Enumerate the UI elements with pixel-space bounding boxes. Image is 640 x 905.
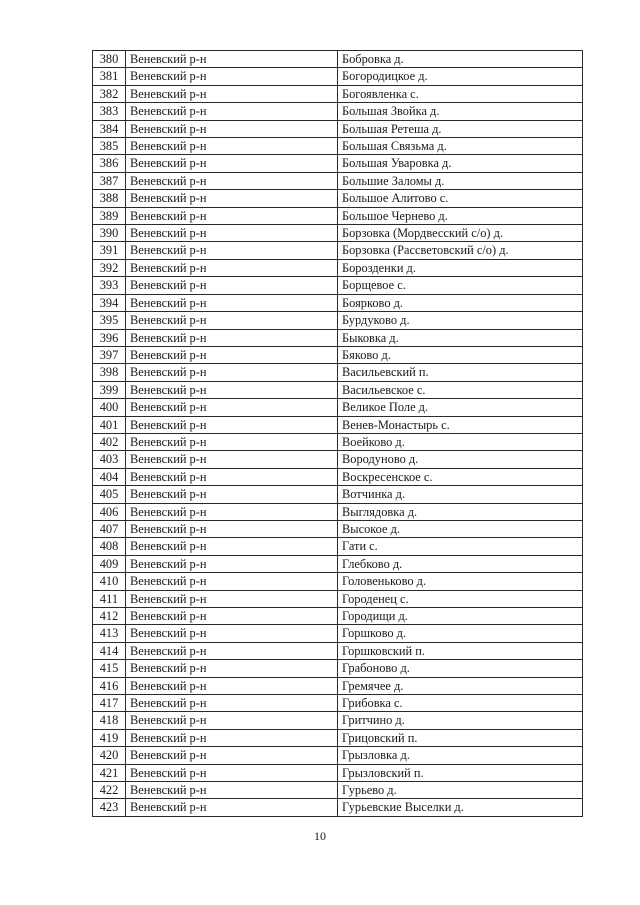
- row-number: 417: [93, 695, 126, 712]
- row-number: 394: [93, 294, 126, 311]
- district-cell: Веневский р-н: [126, 660, 338, 677]
- district-cell: Веневский р-н: [126, 695, 338, 712]
- district-cell: Веневский р-н: [126, 120, 338, 137]
- table-row: [93, 120, 583, 137]
- settlement-cell: Грабоново д.: [338, 660, 583, 677]
- row-number: 381: [93, 68, 126, 85]
- row-number: 416: [93, 677, 126, 694]
- row-number: 408: [93, 538, 126, 555]
- table-row: [93, 799, 583, 816]
- table-row: [93, 451, 583, 468]
- district-cell: Веневский р-н: [126, 503, 338, 520]
- district-cell: Веневский р-н: [126, 155, 338, 172]
- row-number: 421: [93, 764, 126, 781]
- row-number: 413: [93, 625, 126, 642]
- district-cell: Веневский р-н: [126, 625, 338, 642]
- row-number: 395: [93, 312, 126, 329]
- settlement-cell: Большая Уваровка д.: [338, 155, 583, 172]
- settlement-cell: Большие Заломы д.: [338, 172, 583, 189]
- table-row: [93, 608, 583, 625]
- table-row: [93, 364, 583, 381]
- district-cell: Веневский р-н: [126, 364, 338, 381]
- row-number: 402: [93, 433, 126, 450]
- table-row: [93, 520, 583, 537]
- table-row: [93, 416, 583, 433]
- district-cell: Веневский р-н: [126, 573, 338, 590]
- table-row: [93, 346, 583, 363]
- row-number: 422: [93, 782, 126, 799]
- row-number: 412: [93, 608, 126, 625]
- row-number: 405: [93, 486, 126, 503]
- settlement-cell: Вотчинка д.: [338, 486, 583, 503]
- settlement-cell: Боярково д.: [338, 294, 583, 311]
- table-row: [93, 68, 583, 85]
- settlement-cell: Гритчино д.: [338, 712, 583, 729]
- settlement-cell: Бурдуково д.: [338, 312, 583, 329]
- settlements-table-body: [93, 51, 583, 817]
- table-row: [93, 277, 583, 294]
- table-row: [93, 625, 583, 642]
- settlements-table: [92, 50, 583, 817]
- row-number: 419: [93, 729, 126, 746]
- settlement-cell: Большая Звойка д.: [338, 103, 583, 120]
- district-cell: Веневский р-н: [126, 381, 338, 398]
- district-cell: Веневский р-н: [126, 764, 338, 781]
- row-number: 404: [93, 468, 126, 485]
- row-number: 423: [93, 799, 126, 816]
- row-number: 388: [93, 190, 126, 207]
- row-number: 400: [93, 399, 126, 416]
- settlement-cell: Грызловский п.: [338, 764, 583, 781]
- district-cell: Веневский р-н: [126, 538, 338, 555]
- settlement-cell: Гурьево д.: [338, 782, 583, 799]
- district-cell: Веневский р-н: [126, 468, 338, 485]
- row-number: 403: [93, 451, 126, 468]
- table-row: [93, 207, 583, 224]
- row-number: 414: [93, 642, 126, 659]
- row-number: 410: [93, 573, 126, 590]
- row-number: 399: [93, 381, 126, 398]
- table-row: [93, 555, 583, 572]
- table-row: [93, 573, 583, 590]
- district-cell: Веневский р-н: [126, 486, 338, 503]
- settlement-cell: Борозденки д.: [338, 259, 583, 276]
- district-cell: Веневский р-н: [126, 451, 338, 468]
- district-cell: Веневский р-н: [126, 242, 338, 259]
- table-row: [93, 399, 583, 416]
- settlement-cell: Грызловка д.: [338, 747, 583, 764]
- table-row: [93, 747, 583, 764]
- table-row: [93, 712, 583, 729]
- row-number: 390: [93, 225, 126, 242]
- district-cell: Веневский р-н: [126, 329, 338, 346]
- table-row: [93, 695, 583, 712]
- table-row: [93, 642, 583, 659]
- settlement-cell: Горшково д.: [338, 625, 583, 642]
- row-number: 409: [93, 555, 126, 572]
- row-number: 389: [93, 207, 126, 224]
- settlement-cell: Вородуново д.: [338, 451, 583, 468]
- settlement-cell: Выглядовка д.: [338, 503, 583, 520]
- district-cell: Веневский р-н: [126, 642, 338, 659]
- row-number: 420: [93, 747, 126, 764]
- district-cell: Веневский р-н: [126, 677, 338, 694]
- settlement-cell: Воейково д.: [338, 433, 583, 450]
- district-cell: Веневский р-н: [126, 399, 338, 416]
- settlement-cell: Венев-Монастырь с.: [338, 416, 583, 433]
- table-row: [93, 764, 583, 781]
- settlement-cell: Высокое д.: [338, 520, 583, 537]
- settlement-cell: Городищи д.: [338, 608, 583, 625]
- district-cell: Веневский р-н: [126, 799, 338, 816]
- table-row: [93, 782, 583, 799]
- district-cell: Веневский р-н: [126, 138, 338, 155]
- district-cell: Веневский р-н: [126, 207, 338, 224]
- row-number: 393: [93, 277, 126, 294]
- district-cell: Веневский р-н: [126, 782, 338, 799]
- table-row: [93, 172, 583, 189]
- settlement-cell: Городенец с.: [338, 590, 583, 607]
- settlement-cell: Воскресенское с.: [338, 468, 583, 485]
- table-row: [93, 660, 583, 677]
- row-number: 391: [93, 242, 126, 259]
- row-number: 387: [93, 172, 126, 189]
- table-row: [93, 190, 583, 207]
- settlement-cell: Быковка д.: [338, 329, 583, 346]
- district-cell: Веневский р-н: [126, 259, 338, 276]
- district-cell: Веневский р-н: [126, 103, 338, 120]
- table-row: [93, 329, 583, 346]
- row-number: 411: [93, 590, 126, 607]
- row-number: 383: [93, 103, 126, 120]
- district-cell: Веневский р-н: [126, 312, 338, 329]
- document-sheet: [92, 50, 582, 817]
- table-row: [93, 51, 583, 68]
- row-number: 380: [93, 51, 126, 68]
- settlement-cell: Бяково д.: [338, 346, 583, 363]
- settlement-cell: Борзовка (Мордвесский с/о) д.: [338, 225, 583, 242]
- settlement-cell: Гати с.: [338, 538, 583, 555]
- district-cell: Веневский р-н: [126, 172, 338, 189]
- table-row: [93, 103, 583, 120]
- settlement-cell: Богоявленка с.: [338, 85, 583, 102]
- row-number: 418: [93, 712, 126, 729]
- row-number: 406: [93, 503, 126, 520]
- settlement-cell: Большое Чернево д.: [338, 207, 583, 224]
- table-row: [93, 729, 583, 746]
- settlement-cell: Глебково д.: [338, 555, 583, 572]
- district-cell: Веневский р-н: [126, 51, 338, 68]
- table-row: [93, 433, 583, 450]
- district-cell: Веневский р-н: [126, 520, 338, 537]
- page-number: 10: [314, 829, 326, 843]
- table-row: [93, 468, 583, 485]
- settlement-cell: Васильевское с.: [338, 381, 583, 398]
- table-row: [93, 538, 583, 555]
- row-number: 398: [93, 364, 126, 381]
- row-number: 382: [93, 85, 126, 102]
- district-cell: Веневский р-н: [126, 555, 338, 572]
- settlement-cell: Великое Поле д.: [338, 399, 583, 416]
- table-row: [93, 590, 583, 607]
- table-row: [93, 486, 583, 503]
- table-row: [93, 225, 583, 242]
- row-number: 407: [93, 520, 126, 537]
- row-number: 392: [93, 259, 126, 276]
- settlement-cell: Грицовский п.: [338, 729, 583, 746]
- district-cell: Веневский р-н: [126, 416, 338, 433]
- table-row: [93, 259, 583, 276]
- table-row: [93, 138, 583, 155]
- district-cell: Веневский р-н: [126, 68, 338, 85]
- district-cell: Веневский р-н: [126, 608, 338, 625]
- row-number: 384: [93, 120, 126, 137]
- district-cell: Веневский р-н: [126, 433, 338, 450]
- district-cell: Веневский р-н: [126, 85, 338, 102]
- district-cell: Веневский р-н: [126, 747, 338, 764]
- row-number: 386: [93, 155, 126, 172]
- settlement-cell: Грибовка с.: [338, 695, 583, 712]
- district-cell: Веневский р-н: [126, 225, 338, 242]
- row-number: 415: [93, 660, 126, 677]
- district-cell: Веневский р-н: [126, 294, 338, 311]
- settlement-cell: Гурьевские Выселки д.: [338, 799, 583, 816]
- settlement-cell: Большое Алитово с.: [338, 190, 583, 207]
- table-row: [93, 294, 583, 311]
- table-row: [93, 503, 583, 520]
- row-number: 401: [93, 416, 126, 433]
- table-row: [93, 381, 583, 398]
- district-cell: Веневский р-н: [126, 712, 338, 729]
- table-row: [93, 677, 583, 694]
- settlement-cell: Богородицкое д.: [338, 68, 583, 85]
- settlement-cell: Большая Ретеша д.: [338, 120, 583, 137]
- settlement-cell: Головеньково д.: [338, 573, 583, 590]
- settlement-cell: Горшковский п.: [338, 642, 583, 659]
- district-cell: Веневский р-н: [126, 346, 338, 363]
- settlement-cell: Большая Связьма д.: [338, 138, 583, 155]
- district-cell: Веневский р-н: [126, 277, 338, 294]
- row-number: 385: [93, 138, 126, 155]
- row-number: 396: [93, 329, 126, 346]
- table-row: [93, 85, 583, 102]
- row-number: 397: [93, 346, 126, 363]
- settlement-cell: Борзовка (Рассветовский с/о) д.: [338, 242, 583, 259]
- table-row: [93, 155, 583, 172]
- district-cell: Веневский р-н: [126, 729, 338, 746]
- district-cell: Веневский р-н: [126, 590, 338, 607]
- settlement-cell: Борщевое с.: [338, 277, 583, 294]
- district-cell: Веневский р-н: [126, 190, 338, 207]
- table-row: [93, 312, 583, 329]
- settlement-cell: Васильевский п.: [338, 364, 583, 381]
- settlement-cell: Бобровка д.: [338, 51, 583, 68]
- table-row: [93, 242, 583, 259]
- settlement-cell: Гремячее д.: [338, 677, 583, 694]
